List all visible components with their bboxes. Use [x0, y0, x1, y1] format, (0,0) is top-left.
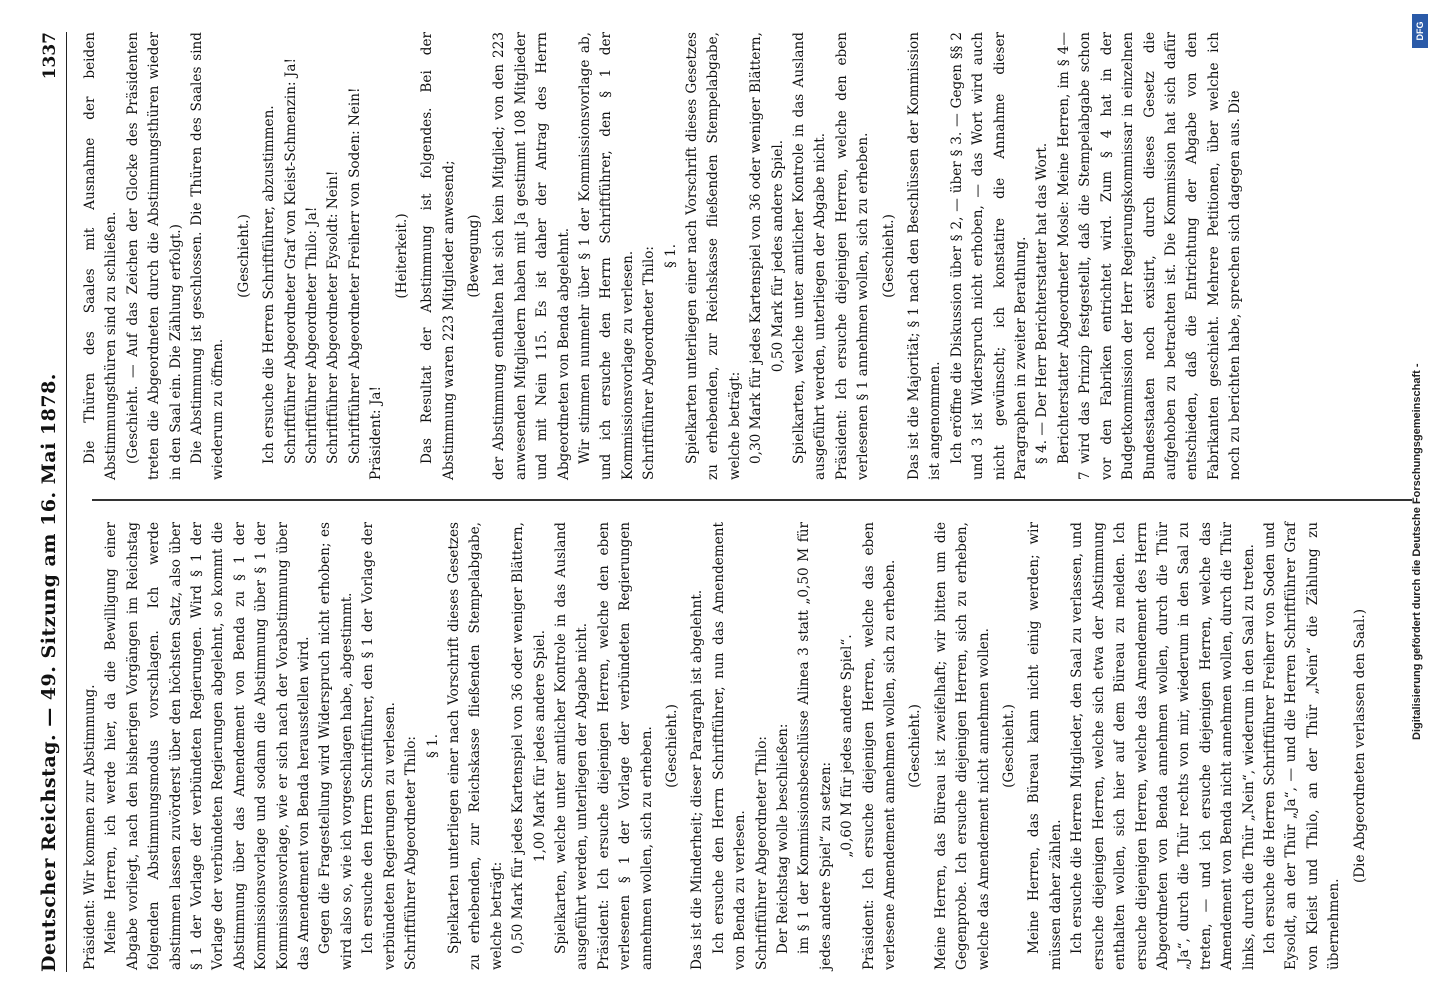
paragraph: Präsident: Wir kommen zur Abstimmung.: [82, 684, 98, 970]
paragraph: Ich ersuche die Herren Schriftführer Freiherr von Soden und Eysoldt, an der Thür „Ja“, — und die Herren Schriftführer Graf von Kleist und Thilo, an der Thür „Nein“ die Zählung zu übernehmen.: [1261, 522, 1343, 970]
paragraph: Schriftführer Abgeordneter Thilo:: [641, 246, 658, 480]
paragraph: Gegen die Fragestellung wird Widerspruch nicht erhoben; es wird also so, wie ich vorgeschlagen habe, abgestimmt.: [317, 522, 355, 970]
paragraph: 0,30 Mark für jedes Kartenspiel von 36 oder weniger Blättern,: [748, 32, 765, 464]
paragraph: Ich eröffne die Diskussion über § 2, — über § 3. — Gegen §§ 2 und 3 ist Widerspruch nicht erhoben, — das Wort wird auch nicht gewünscht; ich konstatire die Annahme dieser Paragraphen in zweiter Berathung.: [948, 32, 1030, 480]
dfg-logo: [1412, 14, 1428, 48]
paragraph: Spielkarten unterliegen einer nach Vorschrift dieses Gesetzes zu erhebenden, zur Reichskasse fließenden Stempelabgabe, welche beträgt:: [445, 522, 505, 970]
paragraph: Präsident: Ich ersuche diejenigen Herren, welche den eben verlesenen § 1 der Vorlage der verbündeten Regierungen annehmen wollen, sich zu erheben.: [595, 522, 655, 970]
paragraph: Das ist die Majorität; § 1 nach den Beschlüssen der Kommission ist angenommen.: [906, 32, 944, 480]
column-divider: [92, 500, 1412, 502]
stage-direction: (Geschieht.): [907, 704, 924, 788]
paragraph: der Abstimmung enthalten hat sich kein Mitglied; von den 223 anwesenden Mitgliedern haben mit Ja gestimmt 108 Mitglieder und mit Nein 115. Es ist daher der Antrag des Herrn Abgeordneten von Benda abgelehnt.: [491, 32, 572, 480]
stage-direction: (Geschieht.): [235, 214, 252, 298]
text-column-right: [80, 32, 1247, 480]
stage-direction: (Geschieht.): [880, 214, 897, 298]
paragraph: 1,00 Mark für jedes andere Spiel.: [531, 629, 548, 863]
paragraph: Das Resultat der Abstimmung ist folgendes. Bei der Abstimmung waren 223 Mitglieder anwesend;: [419, 32, 457, 480]
paragraph: im § 1 der Kommissionsbeschlüsse Alinea 3 statt „0,50 M für jedes andere Spiel“ zu setzen:: [796, 522, 834, 970]
paragraph: Berichterstatter Abgeordneter Mosle: Meine Herren, im § 4—7 wird das Prinzip festgestellt, daß die Stempelabgabe schon vor den Fabriken entrichtet wird. Zum § 4 hat in der Budgetkommission der Herr Regierungskommissar in einzelnen Bundesstaaten noch existirt, durch dieses Gesetz die aufgehoben zu betrachten ist. Die Kommission hat sich dafür entschieden, daß die Entrichtung der Abgabe von den Fabrikanten geschieht. Mehrere Petitionen, über welche ich noch zu berichten habe, sprechen sich dagegen aus. Die: [1055, 32, 1244, 480]
section-heading: § 1.: [424, 733, 441, 759]
paragraph: Präsident: Ich ersuche diejenigen Herren, welche den eben verlesenen § 1 annehmen wollen, sich zu erheben.: [833, 32, 872, 480]
stage-direction: (Geschieht.): [1001, 704, 1018, 788]
paragraph: 0,50 Mark für jedes andere Spiel.: [769, 139, 786, 373]
paragraph: Die Thüren des Saales mit Ausnahme der beiden Abstimmungsthüren sind zu schließen.: [82, 32, 120, 480]
stage-direction: (Bewegung): [465, 214, 482, 298]
paragraph: (Geschieht. — Auf das Zeichen der Glocke des Präsidenten treten die Abgeordneten durch die Abstimmungsthüren wieder in den Saal ein. Die Zählung erfolgt.): [124, 32, 184, 480]
section-heading: § 1.: [662, 243, 679, 269]
paragraph: Das ist die Minderheit; dieser Paragraph ist abgelehnt.: [689, 589, 706, 970]
logo-text: DFG: [1415, 21, 1425, 41]
paragraph: Präsident: Ich ersuche diejenigen Herren, welche das eben verlesene Amendement annehmen wollen, sich zu erheben.: [860, 522, 899, 970]
paragraph: Spielkarten unterliegen einer nach Vorschrift dieses Gesetzes zu erhebenden, zur Reichskasse fließenden Stempelabgabe, welche beträgt:: [683, 32, 743, 480]
paragraph: Schriftführer Abgeordneter Thilo: Ja!: [304, 206, 321, 464]
paragraph: Meine Herren, ich werde hier, da die Bewilligung einer Abgabe vorliegt, nach den bisherigen Vorgängen im Reichstag folgenden Abstimmungsmodus vorschlagen. Ich werde abstimmen lassen zuvörderst über den höchsten Satz, also über § 1 der Vorlage der verbündeten Regierungen. Wird § 1 der Vorlage der verbündeten Regierungen abgelehnt, so kommt die Abstimmung über das Amendement von Benda zu § 1 der Kommissionsvorlage und sodann die Abstimmung über § 1 der Kommissionsvorlage, wie er sich nach der Vorabstimmung über das Amendement von Benda herausstellen wird.: [103, 522, 313, 970]
paragraph: Spielkarten, welche unter amtlicher Kontrole in das Ausland ausgeführt werden, unterliegen der Abgabe nicht.: [552, 522, 591, 970]
paragraph: Ich ersuche den Herrn Schriftführer, nun das Amendement von Benda zu verlesen.: [710, 522, 749, 970]
credit-text: Digitalisierung gefördert durch die Deutsche Forschungsgemeinschaft -: [1411, 363, 1423, 740]
paragraph: Präsident: Ja!: [368, 386, 385, 480]
paragraph: 0,50 Mark für jedes Kartenspiel von 36 oder weniger Blättern,: [510, 522, 527, 954]
paragraph: „0,60 M für jedes andere Spiel“.: [839, 634, 856, 858]
paragraph: Wir stimmen nunmehr über § 1 der Kommissionsvorlage ab, und ich ersuche den Herrn Schriftführer, den § 1 der Kommissionsvorlage zu verlesen.: [576, 32, 636, 480]
paragraph: Meine Herren, das Büreau kann nicht einig werden; wir müssen daher zählen.: [1026, 522, 1064, 970]
page-number: 1337: [40, 32, 60, 80]
paragraph: Ich ersuche den Herrn Schriftführer, den § 1 der Vorlage der verbündeten Regierungen zu verlesen.: [360, 522, 398, 970]
paragraph: Schriftführer Abgeordneter Thilo:: [403, 736, 420, 970]
paragraph: Schriftführer Abgeordneter Thilo:: [753, 736, 770, 970]
paragraph: Der Reichstag wolle beschließen:: [775, 723, 791, 954]
paragraph: Schriftführer Abgeordneter Eysoldt: Nein!: [325, 170, 342, 464]
paragraph: Spielkarten, welche unter amtlicher Kontrole in das Ausland ausgeführt werden, unterliegen der Abgabe nicht.: [791, 32, 829, 480]
stage-direction: (Heiterkeit.): [393, 213, 410, 299]
paragraph: Ich ersuche die Herren Mitglieder, den Saal zu verlassen, und ersuche diejenigen Herren, welche sich etwa der Abstimmung enthalten wollen, sich hier auf dem Büreau zu melden. Ich ersuche diejenigen Herren, welche das Amendement des Herrn Abgeordneten von Benda annehmen wollen, durch die Thür „Ja“, durch die Thür rechts von mir, wiederum in den Saal zu treten, — und ich ersuche diejenigen Herren, welche das Amendement von Benda nicht annehmen wollen, durch die Thür links, durch die Thür „Nein“, wiederum in den Saal zu treten.: [1069, 522, 1257, 970]
stage-direction: (Die Abgeordneten verlassen den Saal.): [1351, 609, 1368, 884]
page-header: [38, 32, 67, 972]
digitization-credit: [1410, 20, 1430, 1000]
paragraph: § 4. — Der Herr Berichterstatter hat das Wort.: [1034, 142, 1051, 464]
text-column-left: [80, 522, 1375, 970]
page-title: Deutscher Reichstag. — 49. Sitzung am 16. Mai 1878.: [38, 373, 60, 972]
paragraph: Die Abstimmung ist geschlossen. Die Thüren des Saales sind wiederum zu öffnen.: [189, 32, 227, 480]
paragraph: Schriftführer Abgeordneter Graf von Kleist-Schmenzin: Ja!: [282, 58, 299, 464]
paragraph: Schriftführer Abgeordneter Freiherr von Soden: Nein!: [346, 87, 363, 464]
paragraph: Ich ersuche die Herren Schriftführer, abzustimmen.: [261, 105, 278, 464]
paragraph: Meine Herren, das Büreau ist zweifelhaft; wir bitten um die Gegenprobe. Ich ersuche diejenigen Herren, sich zu erheben, welche das Amendement nicht annehmen wollen.: [932, 522, 992, 970]
stage-direction: (Geschieht.): [663, 704, 680, 788]
